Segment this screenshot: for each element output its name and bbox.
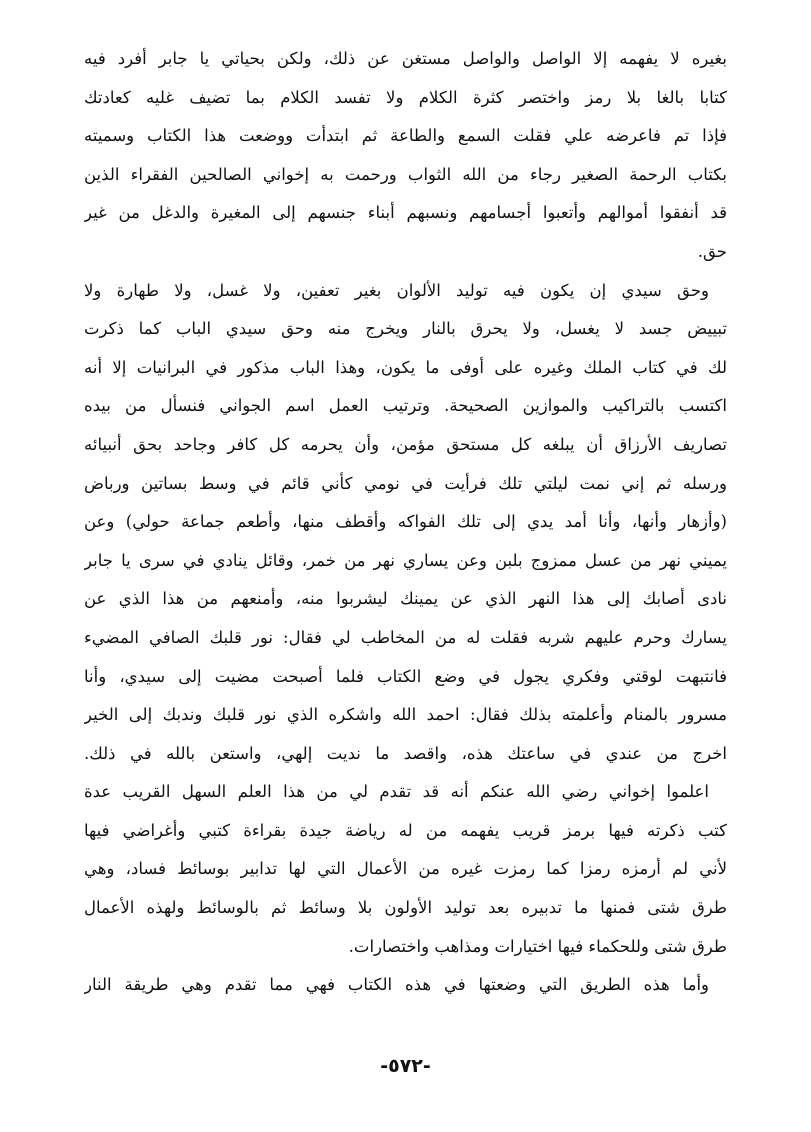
text-line: اخرج من عندي في ساعتك هذه، واقصد ما نديت إلهي، واستعن بالله في ذلك. [84, 743, 727, 763]
text-line: فانتبهت لوقتي وفكري يجول في وضع الكتاب فلما أصبحت مضيت إلى سيدي، وأنا [84, 666, 727, 686]
text-line: مسرور بالمنام وأعلمته بذلك فقال: احمد الله واشكره الذي نور قلبك وندبك إلى الخير [84, 705, 727, 725]
text-line: تبييض جسد لا يغسل، ولا يحرق بالنار ويخرج منه وحق سيدي الباب كما ذكرت [84, 319, 727, 339]
text-line: لك في كتاب الملك وغيره على أوفى ما يكون، وهذا الباب مذكور في البرانيات إلا أنه [84, 357, 727, 377]
text-line: وحق سيدي إن يكون فيه توليد الألوان بغير تعفين، ولا غسل، ولا طهارة ولا [84, 280, 709, 300]
paragraph-1 [84, 40, 727, 272]
text-line: فإذا تم فاعرضه علي فقلت السمع والطاعة ثم ابتدأت ووضعت هذا الكتاب وسميته [84, 126, 727, 146]
text-line: حق. [697, 241, 727, 261]
text-line: اكتسب بالتراكيب والموازين الصحيحة. وترتيب العمل اسم الجواني فنسأل من بيده [84, 396, 727, 416]
text-line: وأما هذه الطريق التي وضعتها في هذه الكتاب فهي مما تقدم وهي طريقة النار [84, 975, 709, 995]
paragraph-4 [84, 966, 727, 1005]
text-line: نادى أصابك إلى هذا النهر الذي عن يمينك ليشربوا منه، وأمنعهم من هذا الذي عن [84, 589, 727, 609]
paragraph-3 [84, 773, 727, 966]
text-line: يسارك وحرم عليهم شربه فقلت له من المخاطب لي فقال: نور قلبك الصافي المضيء [84, 627, 727, 647]
text-line: طرق شتى وللحكماء فيها اختيارات ومذاهب واختصارات. [348, 936, 727, 956]
text-line: بغيره لا يفهمه إلا الواصل والواصل مستغن عن ذلك، ولكن بحياتي يا جابر أفرد فيه [84, 49, 727, 68]
text-line: بكتاب الرحمة الصغير رجاء من الله الثواب ورحمت به إخواني الصالحين الفقراء الذين [84, 164, 727, 184]
text-line: اعلموا إخواني رضي الله عنكم أنه قد تقدم لي من هذا العلم السهل القريب عدة [84, 782, 709, 802]
text-line: لأني لم أرمزه رمزا كما رمزت غيره من الأعمال التي لها تدابير بوسائط فساد، وهي [84, 859, 727, 879]
page-number: -٥٧٢- [380, 1055, 431, 1077]
paragraph-2 [84, 272, 727, 774]
text-line: طرق شتى فمنها ما تدبيره بعد توليد الأولون بلا وسائط ثم بالوسائط ولهذه الأعمال [84, 898, 727, 918]
text-line: (وأزهار وأنها، وأنا أمد يدي إلى تلك الفواكه وأقطف منها، وأطعم جماعة حولي) وعن [84, 512, 727, 532]
body-text [84, 40, 727, 1005]
text-line: يميني نهر من عسل ممزوج بلبن وعن يساري نهر من خمر، وقائل ينادي في سرى يا جابر [84, 550, 727, 570]
text-line: قد أنفقوا أموالهم وأتعبوا أجسامهم ونسبهم أبناء جنسهم إلى المغيرة والدغل من غير [84, 203, 727, 223]
text-line: كتابا بالغا بلا رمز واختصر كثرة الكلام ولا تفسد الكلام بما تضيف غليه كعادتك [84, 87, 727, 107]
text-line: كتب ذكرته فيها برمز قريب يفهمه من له رياضة جيدة بقراءة كتبي وأغراضي فيها [84, 820, 727, 840]
text-line: ورسله ثم إني نمت ليلتي تلك فرأيت في نومي كأني قائم في وسط بساتين ورباض [84, 473, 727, 493]
text-line: تصاريف الأرزاق أن يبلغه كل مستحق مؤمن، وأن يحرمه كل كافر وجاحد بحق أنبيائه [84, 434, 727, 454]
